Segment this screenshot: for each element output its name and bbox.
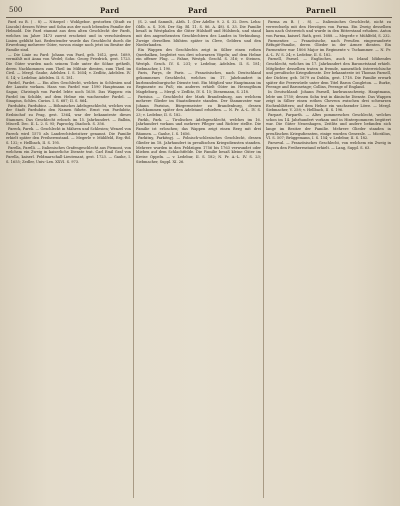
right-running-title: Parnell — [306, 6, 337, 15]
paragraph: Parkitny, Parkitnyj. — Polnisch-schlesisches Geschlecht, dessen Glieder im 18. Jahrhundert in preußischen Kriegsdiensten standen. Mehrere wurden in den Feldzügen 1756 bis 1763 verwundet oder blieben auf dem Schlachtfelde. Die Familie besaß kleine Güter im Kreise Oppeln. — v. Ledebur, II. S. 182; N. Pr. A.-L. IV. S. 23; Siebmacher, Suppl. XI. 26. — [136, 136, 261, 164]
paragraph: Paris, Parys, de Paris. — Französisches, nach Deutschland gekommenes Geschlecht, welches im 17. Jahrhundert in kurbrandenburgische Dienste trat. Ein Mitglied war Hauptmann im Regimente zu Fuß; ein anderes erhielt Güter im Herzogthum Magdeburg. — Mergl. v. Zedlitz, IV. S. 15; Dienemann, S. 218. — [136, 71, 261, 94]
paragraph: Parkh, Park. — Tirolisches Adelsgeschlecht, welches im 16. Jahrhundert vorkam und mehrere Pfleger und Richter stellte. Die Familie ist erloschen; das Wappen zeigt einen Berg mit drei Bäumen. — Gauhe, I. S. 1656. — [136, 117, 261, 136]
paragraph: Pareck, Parek. — Geschlecht in Mähren und Schlesien; Wenzel von Pareck wird 1575 als Landrechtsbeisitzer genannt. Die Familie erhielt später den Freiherrnstand. — Megerle v. Mühlfeld, Erg.-Bd. S. 132; v. Hellbach, II. S. 195. — [6, 127, 131, 146]
paragraph: Pardel, Pardet. — Ein altes Geschlecht, welches in Schlesien und der Lausitz vorkam. Hans von Pardel war 1590 Hauptmann zu Sagan; Christoph von Pardel lebte noch 1630. Das Wappen: ein Pardel im Schilde, auf dem Helme ein wachsender Pardel. — Sinapius, Schles. Curios. I. S. 687; II. S. 864. — [6, 80, 131, 104]
paragraph: Ein Wappen des Geschlechts zeigt in Silber einen rothen Querbalken, begleitet von drei schwarzen Vögeln; auf dem Helme ein offener Flug. — Fahne, Westph. Geschl. S. 316; v. Steinen, Westph. Gesch. IV. S. 231; v. Ledebur, Adelslex. II. S. 181; Siebmacher, I. 190. — [136, 47, 261, 71]
page-number: 500 — [9, 6, 23, 14]
column-divider — [263, 20, 264, 498]
paragraph: Parella, Parelli. — Italienisches Grafengeschlecht aus Piemont, von welchem ein Zweig in kaiserliche Dienste trat. Carl Emil Graf von Parella, kaiserl. Feldmarschall-Lieutenant, gest. 1723. — Gauhe, I. S. 1655; Zedler, Univ.-Lex. XXVI. S. 973. — [6, 145, 131, 164]
paragraph: Parnell, Parnel. — Englisches, auch in Irland blühendes Geschlecht, welches im 17. Jahrhundert den Baronetstand erhielt. Mitglieder desselben traten in fremde, namentlich österreichische und preußische Kriegsdienste. Der bekannteste ist Thomas Parnell, der Dichter, geb. 1679 zu Dublin, gest. 1718. Die Familie erwarb später die Peerswürde unter dem Titel Baron Congleton. — Burke, Peerage and Baronetage; Collins, Peerage of England. — [266, 57, 391, 90]
paragraph: Pard zu B. ( . 8) — Nitzepel : Wohlgebor. gestorben (Stadt zu Lincoln) dessen Witwe und Sohn aus der noch lebenden Familie der Helmold. Die Pard stammt aus dem alten Geschlecht der Pardt, welches im Jahre 1473 zuerst erscheint und in verschiedenen Linien geblüht hat. Bedeutender wurde das Geschlecht durch die Erwerbung mehrerer Güter, wovon einige noch jetzt im Besitze der Familie sind. — [6, 20, 131, 52]
column-divider — [133, 20, 134, 498]
text-column-middle — [136, 20, 261, 500]
header-rule — [6, 17, 392, 18]
paragraph: Parisius. — Geschlecht der Mark Brandenburg, aus welchem mehrere Glieder im Staatsdienste standen. Der Stammvater war Johann Parisius, Bürgermeister zu Brandenburg, dessen Nachkommen später den Adelstand erhielten. — N. Pr. A.-L. IV. S. 23; v. Ledebur, II. S. 182. — [136, 94, 261, 118]
paragraph: — Die Linie zu Pard: Johann von Pard, geb. 1612, gest. 1689, vermählt mit Anna von Wedel; Sohn: Georg Friedrich, gest. 1723. Die Güter wurden nach seinem Tode unter die Söhne getheilt, deren Nachkommen zum Theil im Militair dienten, zum Theil im Civil. — Mergl. Gauhe, Adelslex. I. S. 1654; v. Zedlitz, Adelslex. IV. S. 14; v. Ledebur, Adelslex. II. S. 181. — [6, 52, 131, 80]
paragraph: Parma zu B. ( . 8). — Italienisches Geschlecht, nicht zu verwechseln mit den Herzögen von Parma. Ein Zweig desselben kam nach Österreich und wurde in den Ritterstand erhoben. Anton von Parma, kaiserl. Rath, gest. 1688. — Megerle v. Mühlfeld, S. 232. — [266, 20, 391, 38]
paragraph: (S. 2. und Sammlt., Abth. 1. (Der Adelbr. 9. 2. S. 32. Ders. Lehn: Oldb. a. S. 108. Der Sig. Bl. 11. S. 86. A. 48). S. 33. Die Familie besaß in Westphalen die Güter Hülshoff und Hülsbeck, und stand mit den angesehensten Geschlechtern des Landes in Verbindung. Zweige derselben blühten später in Cleve, Geldern und den Niederlanden. — [136, 20, 261, 48]
text-column-left — [6, 20, 131, 500]
paragraph: Parpart, Parparth. — Altes pommersches Geschlecht, welches schon im 14. Jahrhundert vorkam und in Hinterpommern begütert war. Die Güter Neuenhagen, Zeitlitz und andere befanden sich lange im Besitze der Familie. Mehrere Glieder standen in preußischen Kriegsdiensten, einige wurden Generale. — Micrälius, VI. S. 507; Brüggemann, I. S. 154; v. Ledebur, II. S. 182. — [266, 113, 391, 141]
left-running-title: Pard — [100, 6, 120, 15]
center-running-title: Pard — [188, 6, 208, 15]
paragraph: In Deutschland: Johann Parnell, kurbraunschweig. Hauptmann, lebte um 1750; dessen Sohn trat in dänische Dienste. Das Wappen zeigt in Silber einen rothen Chevron zwischen drei schwarzen Eschenblättern; auf dem Helme ein wachsender Löwe. — Mergl. Siebmacher, V. 258; v. Hellbach, II. S. 196. — [266, 89, 391, 113]
paragraph: Pardubitz, Pardubicz. — Böhmisches Adelsgeschlecht, welches von der Stadt Pardubitz den Namen führte. Ernst von Pardubitz, Erzbischof zu Prag, gest. 1364, war der bekannteste dieses Stammes. Das Geschlecht erlosch im 15. Jahrhundert. — Balbin, Miscell. Dec. II. L. 2. S. 95; Paprocky, Diadoch. S. 356. — [6, 103, 131, 127]
paragraph: Parmentier. — Französische, nach Preußen eingewanderte Réfugié-Familie, deren Glieder in der Armee dienten. Ein Parmentier war 1806 Major im Regimente v. Tschammer. — N. Pr. A.-L. IV. S. 24; v. Ledebur, II. S. 182. — [266, 38, 391, 57]
text-column-right — [266, 20, 391, 500]
paragraph: Parseval. — Französisches Geschlecht, von welchem ein Zweig in Bayern den Freiherrnstand erhielt. — Lang, Suppl. S. 63. — [266, 141, 391, 150]
